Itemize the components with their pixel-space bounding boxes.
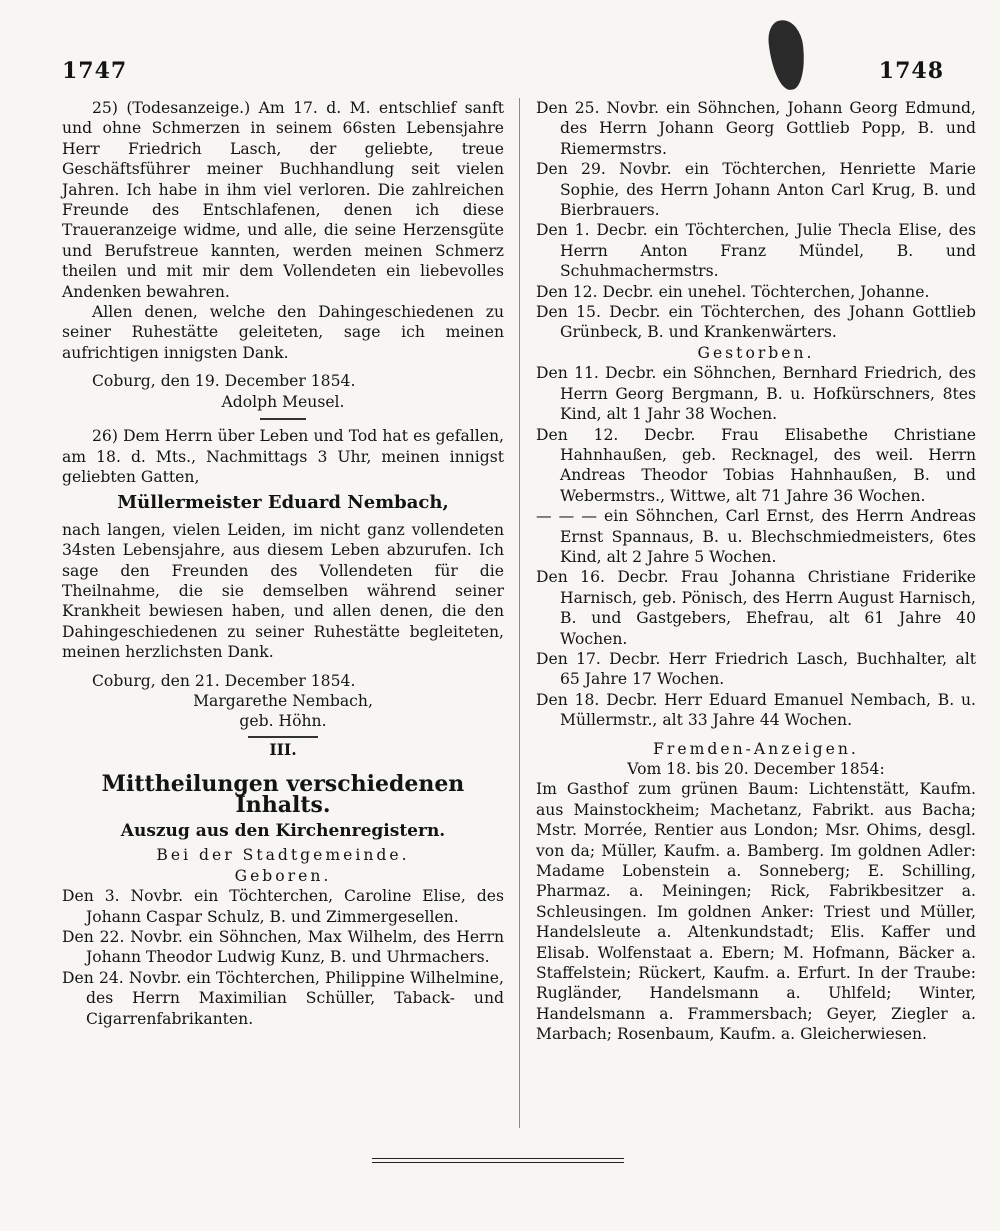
register-entry: Den 11. Decbr. ein Söhnchen, Bernhard Friedrich, des Herrn Georg Bergmann, B. u. Hofkürschners, 8tes Kind, alt 1 Jahr 38 Wochen. (536, 364, 976, 424)
register-entry: Den 17. Decbr. Herr Friedrich Lasch, Buchhalter, alt 65 Jahre 17 Wochen. (536, 649, 976, 689)
section-number: III. (269, 739, 297, 759)
register-entry: Den 15. Decbr. ein Töchterchen, des Johann Gottlieb Grünbeck, B. und Krankenwärters. (536, 303, 976, 342)
notice-26-date: Coburg, den 21. December 1854. (92, 671, 356, 690)
notice-26-signature-2: geb. Höhn. (239, 712, 327, 731)
notice-26-signature-1: Margarethe Nembach, (193, 691, 373, 710)
register-entry: Den 12. Decbr. ein unehel. Töchterchen, Johanne. (536, 282, 930, 301)
born-heading: Geboren. (234, 866, 332, 885)
notice-26-name: Müllermeister Eduard Nembach, (117, 492, 449, 514)
fremden-text: Im Gasthof zum grünen Baum: Lichtenstätt, Kaufm. aus Mainstockheim; Machetanz, Fabrikt. aus Bacha; Mstr. Morrée, Rentier aus London; Msr. Ohims, desgl. von da; Müller, Kaufm. a. Bamberg. Im goldnen Adler: Madame Lobenstein a. Sonneberg; E. Schilling, Pharmaz. a. Meiningen; Rick, Fabrikbesitzer a. Schleusingen. Im goldnen Anker: Triest und Müller, Handelsleute a. Altenkundstadt; Elis. Kaffer und Elisab. Wolfenstaat a. Ebern; M. Hofmann, Bäcker a. Staffelstein; Rückert, Kaufm. a. Erfurt. In der Traube: Rugländer, Handelsmann a. Uhlfeld; Winter, Handelsmann a. Frammersbach; Geyer, Ziegler a. Marbach; Rosenbaum, Kaufm. a. Gleicherwiesen. (536, 780, 976, 1044)
separator-rule (260, 418, 306, 420)
register-entry: Den 16. Decbr. Frau Johanna Christiane Friderike Harnisch, geb. Pönisch, des Herrn August Harnisch, B. und Gastgebers, Ehefrau, alt 61 Jahre 40 Wochen. (536, 568, 976, 648)
section-rule (248, 736, 318, 738)
right-column (536, 98, 976, 1045)
register-entry: Den 18. Decbr. Herr Eduard Emanuel Nembach, B. u. Müllermstr., alt 33 Jahre 44 Wochen. (536, 690, 976, 730)
register-entry: Den 25. Novbr. ein Söhnchen, Johann Georg Edmund, des Herrn Johann Georg Gottlieb Popp, B. und Riemermstrs. (536, 99, 976, 158)
column-divider (519, 98, 520, 1128)
register-entry: Den 3. Novbr. ein Töchterchen, Caroline Elise, des Johann Caspar Schulz, B. und Zimmergesellen. (62, 887, 504, 926)
fremden-heading: Fremden-Anzeigen. (653, 739, 859, 758)
register-entry: Den 1. Decbr. ein Töchterchen, Julie Thecla Elise, des Herrn Anton Franz Mündel, B. und Schuhmachermstrs. (536, 221, 976, 281)
fremden-date: Vom 18. bis 20. December 1854: (627, 760, 885, 778)
notice-26-intro: 26) Dem Herrn über Leben und Tod hat es gefallen, am 18. d. Mts., Nachmittags 3 Uhr, meinen innigst geliebten Gatten, (62, 427, 504, 486)
parish-heading: Bei der Stadtgemeinde. (156, 846, 410, 865)
register-entry: Den 12. Decbr. Frau Elisabethe Christiane Hahnhaußen, geb. Recknagel, des weil. Herrn Andreas Theodor Tobias Hahnhaußen, B. und Webermstrs., Wittwe, alt 71 Jahre 36 Wochen. (536, 425, 976, 505)
register-entry: — — — ein Söhnchen, Carl Ernst, des Herrn Andreas Ernst Spannaus, B. u. Blechschmiedmeisters, 6tes Kind, alt 2 Jahre 5 Wochen. (536, 507, 976, 566)
register-entry: Den 22. Novbr. ein Söhnchen, Max Wilhelm, des Herrn Johann Theodor Ludwig Kunz, B. und Uhrmachers. (62, 928, 504, 967)
notice-26-text: nach langen, vielen Leiden, im nicht ganz vollendeten 34sten Lebensjahre, aus diesem Leben abzurufen. Ich sage den Freunden des Vollendeten für die Theilnahme, die sie demselben während seiner Krankheit bewiesen haben, und allen denen, die den Dahingeschiedenen zu seiner Ruhestätte begleiteten, meinen herzlichsten Dank. (62, 520, 504, 662)
notice-25-date: Coburg, den 19. December 1854. (92, 372, 356, 391)
section-title: Mittheilungen verschiedenen Inhalts. (101, 771, 465, 818)
left-column (62, 98, 504, 1029)
sub-title: Auszug aus den Kirchenregistern. (120, 821, 446, 841)
register-entry: Den 24. Novbr. ein Töchterchen, Philippine Wilhelmine, des Herrn Maximilian Schüller, Taback- und Cigarrenfabrikanten. (62, 968, 504, 1028)
notice-25-signature: Adolph Meusel. (221, 392, 345, 411)
register-entry: Den 29. Novbr. ein Töchterchen, Henriette Marie Sophie, des Herrn Johann Anton Carl Krug, B. und Bierbrauers. (536, 160, 976, 220)
ink-blot (766, 18, 807, 91)
bottom-rule (372, 1158, 624, 1163)
page-number-left: 1747 (62, 58, 128, 84)
died-heading: Gestorben. (697, 343, 815, 362)
notice-25-thanks: Allen denen, welche den Dahingeschiedenen zu seiner Ruhestätte geleiteten, sage ich meinen aufrichtigen innigsten Dank. (62, 303, 504, 362)
notice-25: 25) (Todesanzeige.) Am 17. d. M. entschlief sanft und ohne Schmerzen in seinem 66sten Lebensjahre Herr Friedrich Lasch, der geliebte, treue Geschäftsführer meiner Buchhandlung seit vielen Jahren. Ich habe in ihm viel verloren. Die zahlreichen Freunde des Entschlafenen, denen ich diese Traueranzeige widme, und alle, die seine Herzensgüte und Berufstreue kannten, werden meinen Schmerz theilen und mit mir dem Vollendeten ein liebevolles Andenken bewahren. (62, 99, 504, 301)
page-number-right: 1748 (878, 58, 944, 84)
